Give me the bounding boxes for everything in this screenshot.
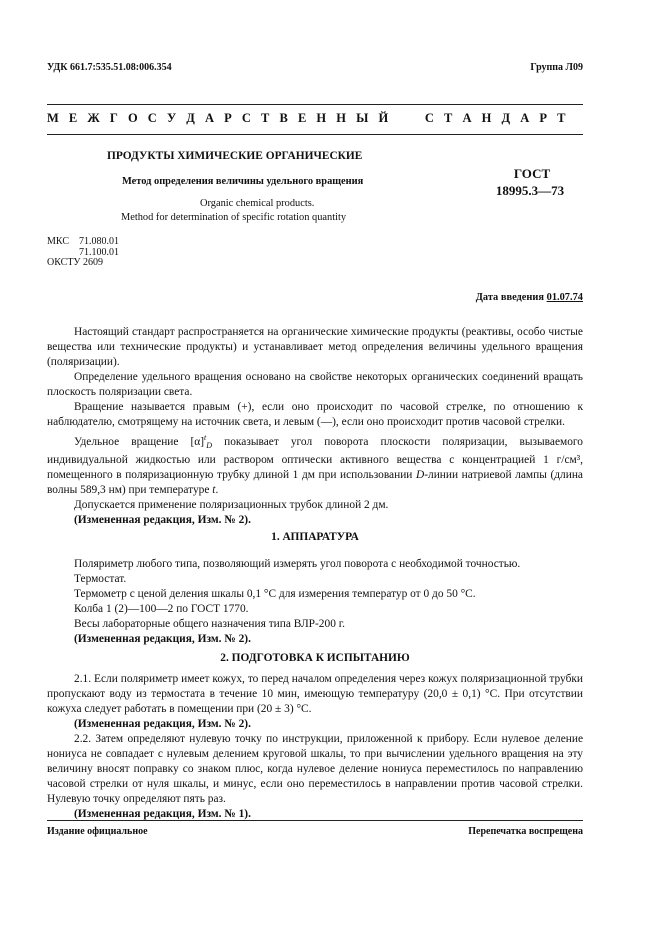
intro-paragraph-2: Определение удельного вращения основано на свойстве некоторых органических соединений вращать плоскость поляризации света. [47, 371, 583, 398]
intro-paragraph-4-end: . [215, 484, 219, 497]
title-en-main: Organic chemical products. [200, 198, 315, 209]
intro-block [47, 325, 583, 528]
effective-date [476, 292, 583, 303]
clause-2-1: 2.1. Если поляриметр имеет кожух, то перед началом определения через кожух поляризационной трубки пропускают воду из термостата в течение 10 мин, имеющую температуру (20,0 ± 0,1) °С. При отсутствии кожуха следует работать в помещении при (20 ± 3) °С. [47, 673, 583, 715]
mks-code-2: 71.100.01 [79, 247, 119, 258]
apparatus-item: Колба 1 (2)—100—2 по ГОСТ 1770. [74, 603, 249, 615]
clause-2-2: 2.2. Затем определяют нулевую точку по инструкции, приложенной к прибору. Если нулевое деление нониуса не совпадает с нулевым делением круговой шкалы, то при вычислении удельного вращения на эту величину вносят поправку со знаком плюс, когда нулевое деление нониуса переместилось по направлению часовой стрелки от нуля шкалы, и минус, если оно переместилось в направлении против часовой стрелки. Нулевую точку определяют пять раз. [47, 733, 583, 805]
udk-code: УДК 661.7:535.51.08:006.354 [47, 62, 172, 73]
standard-banner: М Е Ж Г О С У Д А Р С Т В Е Н Н Ы Й С Т А Н Д А Р Т [47, 111, 569, 125]
intro-paragraph-4-text-2: -линии натриевой лампы (длина волны 589,3 нм) при температуре [47, 469, 583, 497]
temperature-superscript: t [204, 433, 207, 442]
section-1-title: 1. АППАРАТУРА [271, 531, 359, 543]
title-ru-main: ПРОДУКТЫ ХИМИЧЕСКИЕ ОРГАНИЧЕСКИЕ [107, 150, 363, 162]
intro-paragraph-5: Допускается применение поляризационных трубок длиной 2 дм. [74, 499, 389, 512]
footer-rule [47, 820, 583, 821]
clause-2-2-amendment: (Измененная редакция, Изм. № 1). [74, 808, 251, 820]
temperature-symbol: t [212, 484, 216, 497]
section-1-body [47, 557, 583, 647]
effective-date-label: Дата введения [475, 292, 545, 303]
gost-label: ГОСТ [513, 166, 551, 181]
intro-paragraph-4-text: показывает угол поворота плоскости поляризации, вызываемого индивидуальной жидкостью или раствором оптически активного вещества с концентрацией 1 г/см³, помещенного в поляризационную трубку длиной 1 дм при использовании [47, 435, 583, 482]
apparatus-item: Весы лабораторные общего назначения типа ВЛР-200 г. [74, 618, 345, 630]
section-2-body [47, 672, 583, 822]
intro-amendment: (Измененная редакция, Изм. № 2). [74, 514, 251, 527]
document-page [47, 0, 583, 936]
intro-paragraph-3: Вращение называется правым (+), если оно происходит по часовой стрелке, по отношению к наблюдателю, смотрящему на источник света, и левым (—), если оно происходит против часовой стрелки. [47, 401, 583, 428]
d-line-subscript: D [206, 441, 213, 451]
apparatus-item: Термостат. [74, 573, 127, 585]
apparatus-item: Поляриметр любого типа, позволяющий измерять угол поворота с необходимой точностью. [74, 558, 521, 570]
title-en-sub: Method for determination of specific rotation quantity [121, 212, 347, 223]
group-code: Группа Л09 [530, 62, 583, 73]
apparatus-item: Термометр с ценой деления шкалы 0,1 °С для измерения температур от 0 до 50 °С. [74, 588, 476, 600]
gost-number: 18995.3—73 [495, 183, 565, 198]
okstu-code: ОКСТУ 2609 [47, 257, 104, 268]
section-2-title: 2. ПОДГОТОВКА К ИСПЫТАНИЮ [220, 652, 410, 664]
banner-bottom-rule [47, 134, 583, 135]
effective-date-value: 01.07.74 [546, 292, 583, 303]
intro-paragraph-1: Настоящий стандарт распространяется на органические химические продукты (реактивы, особо чистые вещества или технические продукты) и устанавливает метод определения величины удельного вращения (поляризации). [47, 326, 583, 368]
specific-rotation-symbol: Удельное вращение [α] [74, 435, 205, 448]
mks-code-1: 71.080.01 [79, 236, 119, 247]
mks-label: МКС [47, 236, 69, 247]
title-ru-sub: Метод определения величины удельного вращения [122, 176, 364, 187]
intro-paragraph-4 [47, 430, 583, 498]
top-rule [47, 104, 583, 105]
clause-2-1-amendment: (Измененная редакция, Изм. № 2). [74, 718, 251, 730]
footer-right: Перепечатка воспрещена [468, 826, 583, 837]
d-line-letter: D [416, 469, 425, 482]
section-1-amendment: (Измененная редакция, Изм. № 2). [74, 633, 251, 645]
footer-left: Издание официальное [47, 826, 148, 837]
